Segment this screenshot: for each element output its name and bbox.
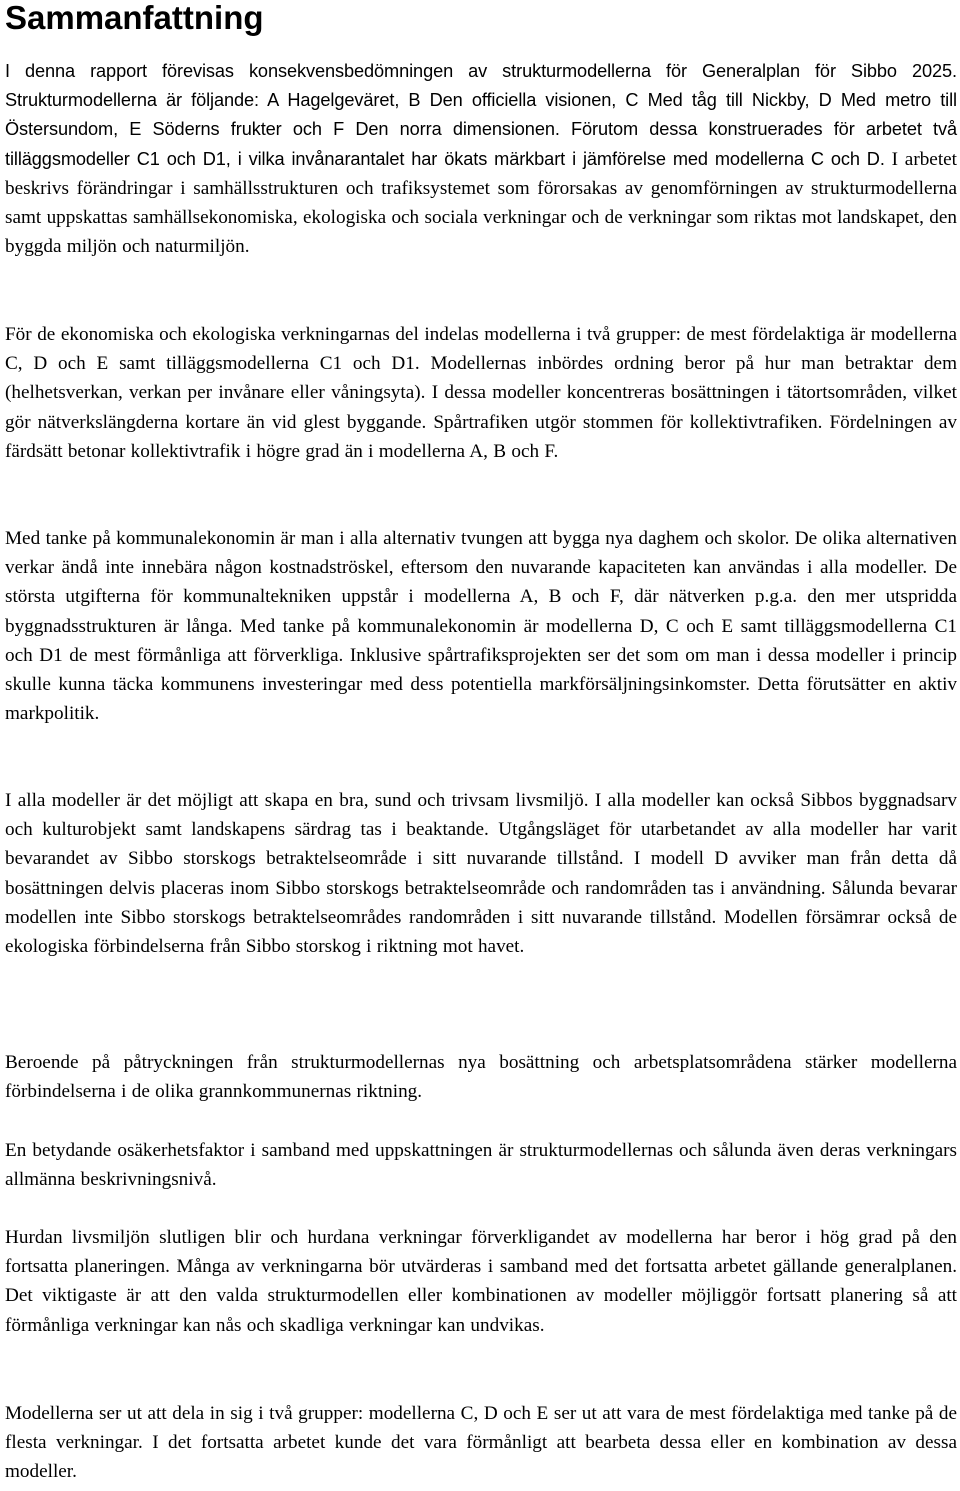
paragraph-4: I alla modeller är det möjligt att skapa en bra, sund och trivsam livsmiljö. I alla modeller kan också Sibbos byggnadsarv och kulturobjekt samt landskapens särdrag tas i beaktande. Utgångsläget för utarbetandet av alla modeller har varit bevarandet av Sibbo storskogs betraktelseområde i sitt nuvarande tillstånd. I modell D avviker man från detta då bosättningen delvis placeras inom Sibbo storskogs betraktelseområde och randområden tas i användning. Sålunda bevarar modellen inte Sibbo storskogs betraktelseområdes randområden i sitt nuvarande tillstånd. Modellen försämrar också de ekologiska förbindelserna från Sibbo storskog i riktning mot havet. (5, 790, 957, 958)
paragraph-1-sans-part: I denna rapport förevisas konsekvensbedömningen av strukturmodellerna för Generalplan för Sibbo 2025. Strukturmodellerna är följande: A Hagelgeväret, B Den officiella visionen, C Med tåg till Nickby, D Med metro till Östersundom, E Söderns frukter och F Den norra dimensionen. Förutom dessa konstruerades för arbetet två tilläggsmodeller C1 och D1, i vilka invånarantalet har ökats märkbart i jämförelse med modellerna C och D. (5, 61, 957, 169)
paragraph-1 (5, 57, 957, 261)
document-page (5, 0, 957, 1483)
paragraph-7: Hurdan livsmiljön slutligen blir och hurdana verkningar förverkligandet av modellerna har beror i hög grad på den fortsatta planeringen. Många av verkningarna bör utvärderas i samband med det fortsatta arbetet gällande generalplanen. Det viktigaste är att den valda strukturmodellen eller kombinationen av modeller möjliggör fortsatt planering så att förmånliga verkningar kan nås och skadliga verkningar kan undvikas. (5, 1227, 957, 1336)
paragraph-3: Med tanke på kommunalekonomin är man i alla alternativ tvungen att bygga nya daghem och skolor. De olika alternativen verkar ändå inte innebära någon kostnadströskel, eftersom den nuvarande kapaciteten kan användas i alla modeller. De största utgifterna för kommunaltekniken uppstår i modellerna A, B och F, där nätverken p.g.a. den mer utspridda byggnadsstrukturen är långa. Med tanke på kommunalekonomin är modellerna D, C och E samt tilläggsmodellerna C1 och D1 de mest förmånliga att förverkliga. Inklusive spårtrafiksprojekten ser det som om man i dessa modeller i princip skulle kunna täcka kommunens investeringar med dess potentiella markförsäljningsinkomster. Detta förutsätter en aktiv markpolitik. (5, 528, 957, 725)
paragraph-5: Beroende på påtryckningen från strukturmodellernas nya bosättning och arbetsplatsområdena stärker modellerna förbindelserna i de olika grannkommunernas riktning. (5, 1052, 957, 1103)
paragraph-6: En betydande osäkerhetsfaktor i samband med uppskattningen är strukturmodellernas och sålunda även deras verkningars allmänna beskrivningsnivå. (5, 1140, 957, 1191)
paragraph-8: Modellerna ser ut att dela in sig i två grupper: modellerna C, D och E ser ut att vara de mest fördelaktiga med tanke på de flesta verkningar. I det fortsatta arbetet kunde det vara förmånligt att bearbeta dessa eller en kombination av dessa modeller. (5, 1403, 957, 1483)
paragraph-2: För de ekonomiska och ekologiska verkningarnas del indelas modellerna i två grupper: de mest fördelaktiga är modellerna C, D och E samt tilläggsmodellerna C1 och D1. Modellernas inbördes ordning beror på hur man betraktar dem (helhetsverkan, verkan per invånare eller våningsyta). I dessa modeller koncentreras bosättningen i tätortsområden, vilket gör nätverkslängderna kortare än vid glest byggande. Spårtrafiken utgör stommen för kollektivtrafiken. Fördelningen av färdsätt betonar kollektivtrafik i högre grad än i modellerna A, B och F. (5, 324, 957, 462)
page-title: Sammanfattning (5, 0, 264, 36)
paragraph-1-serif-part: I arbetet beskrivs förändringar i samhällsstrukturen och trafiksystemet som förorsakas av genomförningen av strukturmodellerna samt uppskattas samhällsekonomiska, ekologiska och sociala verkningar och de verkningar som riktas mot landskapet, den byggda miljön och naturmiljön. (5, 148, 957, 258)
